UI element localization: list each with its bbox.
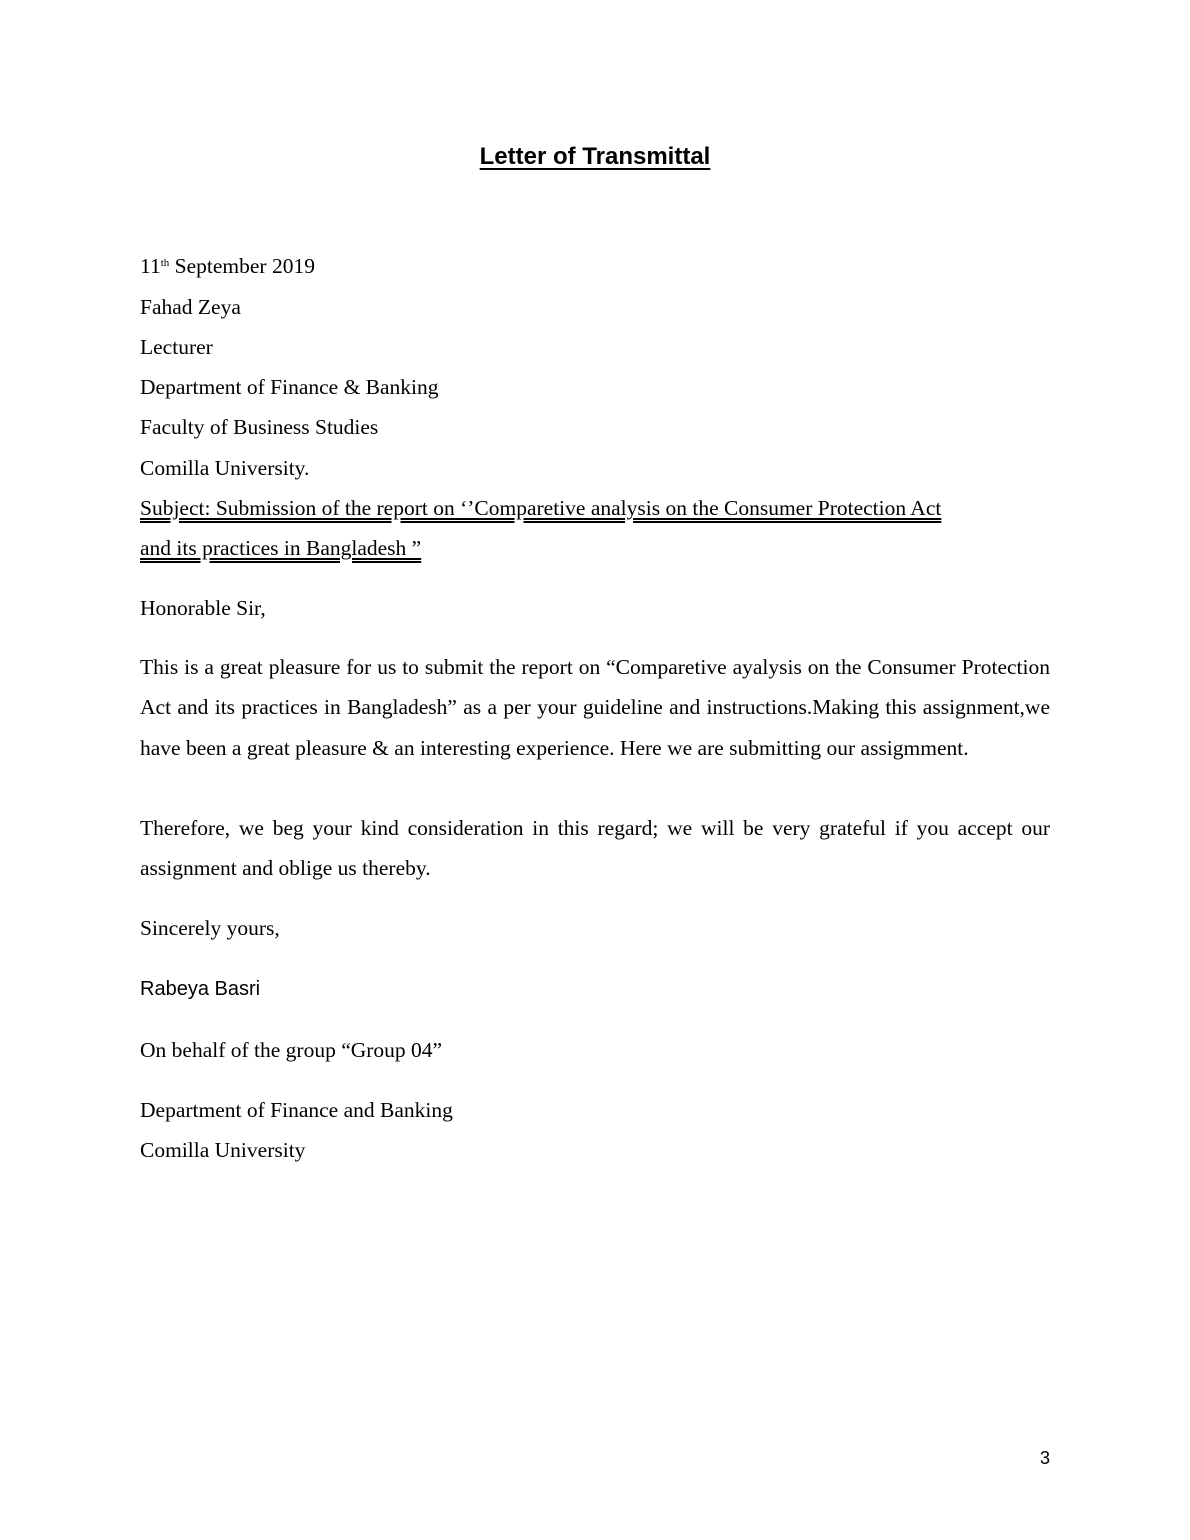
- sender-group: On behalf of the group “Group 04”: [140, 1038, 443, 1062]
- recipient-name: Fahad Zeya: [140, 295, 241, 319]
- recipient-faculty: Faculty of Business Studies: [140, 415, 379, 439]
- closing: Sincerely yours,: [140, 916, 280, 940]
- date-suffix: th: [160, 257, 170, 269]
- page-number: 3: [1039, 1448, 1050, 1468]
- subject-line-2: and its practices in Bangladesh ”: [140, 536, 422, 560]
- sender-department: Department of Finance and Banking: [140, 1098, 453, 1122]
- date-month-year: September 2019: [169, 254, 315, 278]
- recipient-department: Department of Finance & Banking: [140, 375, 439, 399]
- letter-date: [140, 252, 315, 280]
- body-paragraph-2: Therefore, we beg your kind consideration in this regard; we will be very grateful if you accept our assignment and oblige us thereby.: [140, 816, 1050, 881]
- sender-university: Comilla University: [140, 1138, 306, 1162]
- recipient-university: Comilla University.: [140, 456, 310, 480]
- sender-name: Rabeya Basri: [140, 978, 261, 1000]
- page-title: Letter of Transmittal: [479, 143, 711, 170]
- recipient-designation: Lecturer: [140, 335, 213, 359]
- body-paragraph-1: This is a great pleasure for us to submit the report on “Comparetive ayalysis on the Consumer Protection Act and its practices in Bangladesh” as a per your guideline and instructions.Making this assignment,we have been a great pleasure & an interesting experience. Here we are submitting our assigmment.: [140, 655, 1050, 760]
- subject-line-1: Subject: Submission of the report on ‘’Comparetive analysis on the Consumer Protection Act: [140, 496, 942, 520]
- salutation: Honorable Sir,: [140, 596, 266, 620]
- date-day: 11: [140, 254, 161, 278]
